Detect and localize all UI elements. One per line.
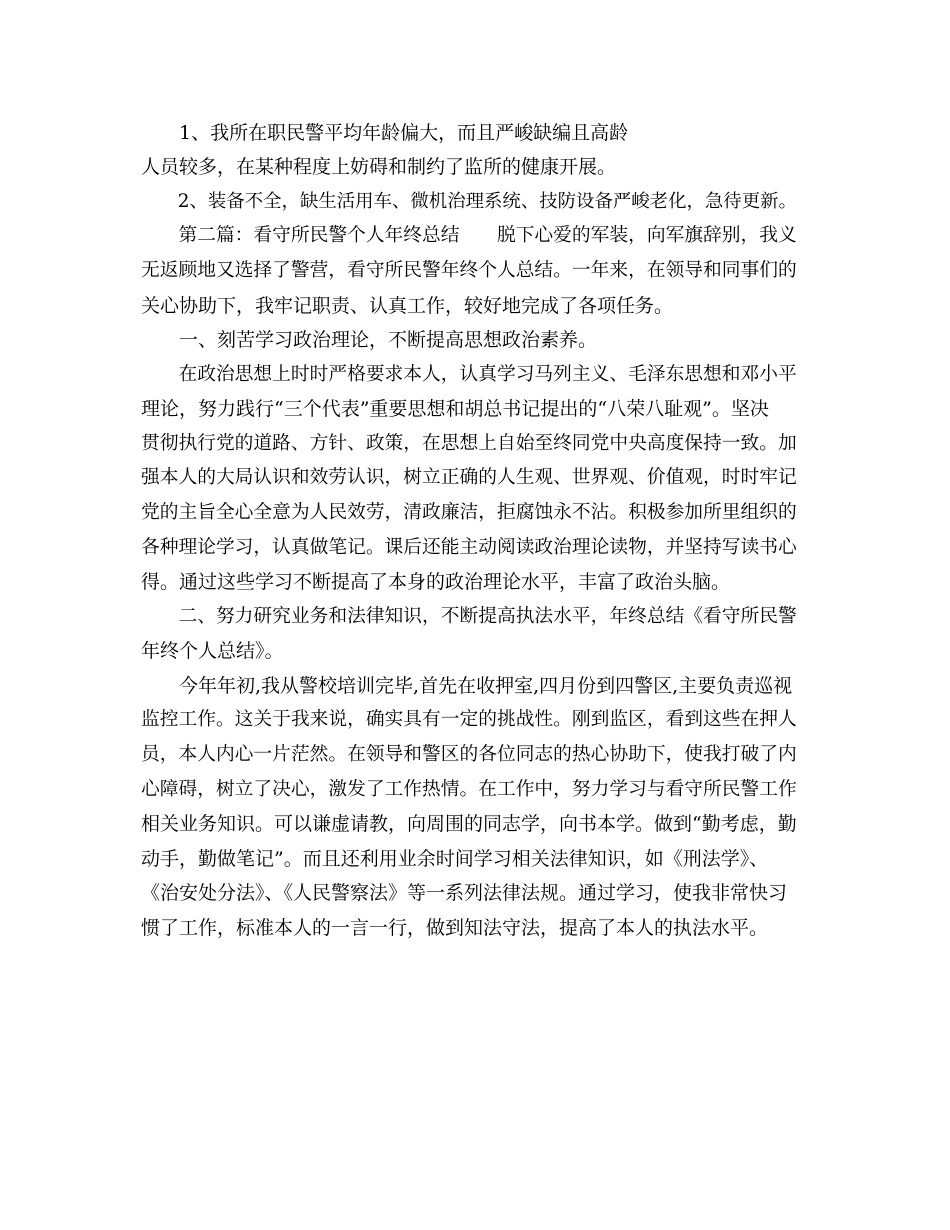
text-line-4: 第二篇：看守所民警个人年终总结 脱下心爱的军装，向军旗辞别，我义 xyxy=(141,225,797,246)
text-line-16: 年终个人总结》。 xyxy=(141,640,284,662)
text-line-17: 今年年初,我从警校培训完毕,首先在收押室,四月份到四警区,主要负责巡视 xyxy=(141,675,793,697)
text-line-19: 员，本人内心一片茫然。在领导和警区的各位同志的热心协助下，使我打破了内 xyxy=(141,744,797,765)
text-line-20: 心障碍，树立了决心，激发了工作热情。在工作中，努力学习与看守所民警工作 xyxy=(141,779,797,800)
text-line-3: 2、装备不全，缺生活用车、微机治理系统、技防设备严峻老化，急待更新。 xyxy=(141,191,797,212)
text-line-2: 人员较多，在某种程度上妨碍和制约了监所的健康开展。 xyxy=(141,156,617,178)
text-line-22: 动手，勤做笔记”。而且还利用业余时间学习相关法律知识，如《刑法学》、 xyxy=(141,848,769,870)
text-line-9: 理论，努力践行“三个代表”重要思想和胡总书记提出的“八荣八耻观”。坚决 xyxy=(141,398,769,420)
text-line-13: 各种理论学习，认真做笔记。课后还能主动阅读政治理论读物，并坚持写读书心 xyxy=(141,537,797,558)
text-line-23: 《治安处分法》、《人民警察法》等一系列法律法规。通过学习，使我非常快习 xyxy=(141,882,788,904)
text-line-24: 惯了工作，标准本人的一言一行，做到知法守法，提高了本人的执法水平。 xyxy=(141,917,769,939)
text-line-12: 党的主旨全心全意为人民效劳，清政廉洁，拒腐蚀永不沾。积极参加所里组织的 xyxy=(141,502,797,523)
text-line-21: 相关业务知识。可以谦虚请教，向周围的同志学，向书本学。做到“勤考虑，勤 xyxy=(141,813,797,835)
text-line-1: 1、我所在职民警平均年龄偏大，而且严峻缺编且高龄 xyxy=(141,122,629,144)
text-line-8: 在政治思想上时时严格要求本人，认真学习马列主义、毛泽东思想和邓小平 xyxy=(141,364,797,385)
text-line-6: 关心协助下，我牢记职责、认真工作，较好地完成了各项任务。 xyxy=(141,295,674,317)
text-line-11: 强本人的大局认识和效劳认识，树立正确的人生观、世界观、价值观，时时牢记 xyxy=(141,467,797,488)
text-line-18: 监控工作。这关于我来说，确实具有一定的挑战性。刚到监区，看到这些在押人 xyxy=(141,709,797,730)
text-line-10: 贯彻执行党的道路、方针、政策，在思想上自始至终同党中央高度保持一致。加 xyxy=(141,433,797,454)
text-line-14: 得。通过这些学习不断提高了本身的政治理论水平，丰富了政治头脑。 xyxy=(141,571,731,593)
section-heading-2: 二、努力研究业务和法律知识，不断提高执法水平，年终总结《看守所民警 xyxy=(141,606,797,627)
section-heading-1: 一、刻苦学习政治理论，不断提高思想政治素养。 xyxy=(141,329,598,351)
text-line-5: 无返顾地又选择了警营，看守所民警年终个人总结。一年来，在领导和同事们的 xyxy=(141,260,797,281)
